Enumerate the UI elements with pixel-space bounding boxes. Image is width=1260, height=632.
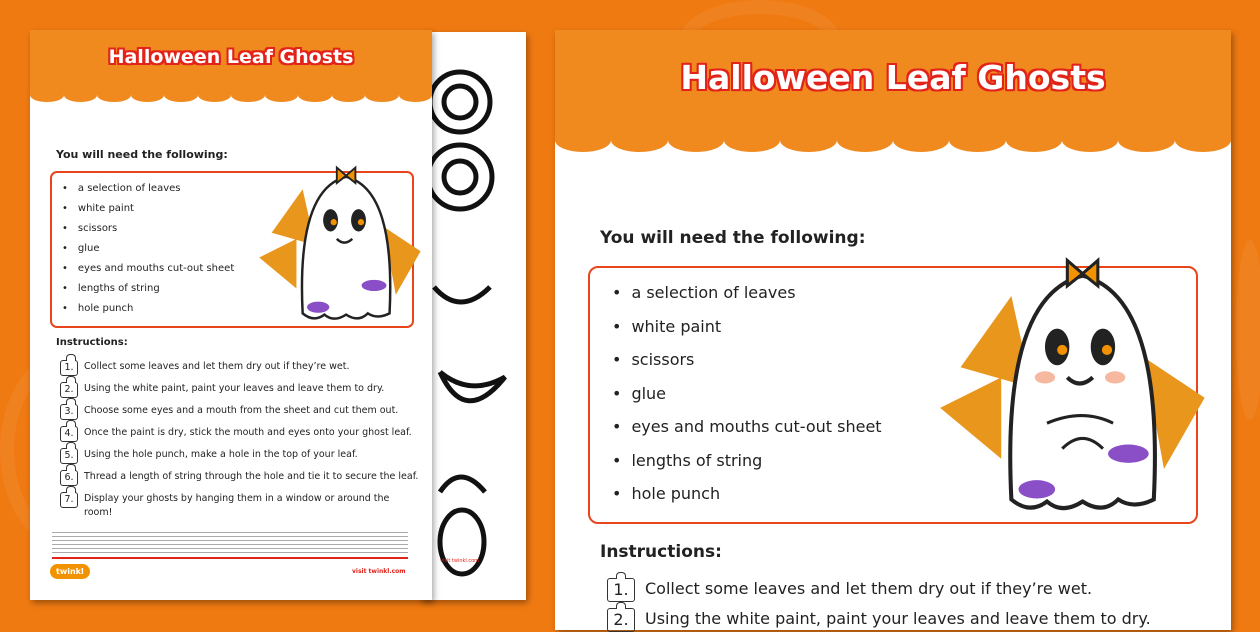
step-text: Using the white paint, paint your leaves and leave them to dry. — [84, 383, 385, 394]
instruction-step — [607, 608, 1207, 632]
footer-link[interactable]: visit twinkl.com — [352, 568, 406, 575]
ghost-illustration — [940, 235, 1215, 530]
scallop-edge — [555, 128, 1231, 152]
material-item: • hole punch — [612, 477, 1196, 511]
step-number: 7. — [60, 492, 78, 508]
instruction-step — [60, 492, 420, 520]
step-number: 2. — [60, 382, 78, 398]
instruction-list — [60, 360, 420, 520]
instruction-step — [60, 426, 420, 442]
step-number: 1. — [607, 578, 635, 602]
material-item: • scissors — [62, 219, 412, 239]
step-number: 5. — [60, 448, 78, 464]
twinkl-logo: twinkl — [50, 564, 90, 579]
instruction-step — [60, 360, 420, 376]
material-item: • lengths of string — [62, 279, 412, 299]
step-text: Once the paint is dry, stick the mouth and eyes onto your ghost leaf. — [84, 427, 412, 438]
step-text: Display your ghosts by hanging them in a window or around the room! — [84, 493, 390, 518]
step-text: Using the white paint, paint your leaves and leave them to dry. — [645, 609, 1151, 628]
bg-pumpkin-decoration — [1236, 240, 1260, 420]
material-item: • a selection of leaves — [612, 276, 1196, 310]
step-number: 1. — [60, 360, 78, 376]
material-item: • eyes and mouths cut-out sheet — [62, 259, 412, 279]
material-item: • hole punch — [62, 299, 412, 319]
page-title: Halloween Leaf Ghosts — [680, 58, 1106, 97]
disclaimer-fine-print — [52, 532, 408, 554]
step-text: Collect some leaves and let them dry out if they’re wet. — [84, 361, 350, 372]
material-item: • a selection of leaves — [62, 179, 412, 199]
material-item: • eyes and mouths cut-out sheet — [612, 410, 1196, 444]
instruction-step — [60, 382, 420, 398]
material-item: • lengths of string — [612, 444, 1196, 478]
instruction-step — [607, 578, 1207, 602]
preview-page-large — [555, 30, 1231, 630]
materials-heading: You will need the following: — [56, 148, 228, 161]
preview-page-small — [30, 30, 432, 600]
instruction-step — [60, 404, 420, 420]
cutout-sheet-page — [420, 32, 526, 600]
step-number: 3. — [60, 404, 78, 420]
instruction-step — [60, 470, 420, 486]
instruction-step — [60, 448, 420, 464]
step-number: 2. — [607, 608, 635, 632]
materials-heading: You will need the following: — [600, 228, 866, 248]
step-text: Choose some eyes and a mouth from the sheet and cut them out. — [84, 405, 399, 416]
step-text: Thread a length of string through the hole and tie it to secure the leaf. — [84, 471, 419, 482]
material-item: • white paint — [612, 310, 1196, 344]
step-text: Using the hole punch, make a hole in the top of your leaf. — [84, 449, 358, 460]
step-number: 6. — [60, 470, 78, 486]
cutout-shapes — [420, 32, 526, 600]
instructions-heading: Instructions: — [56, 337, 128, 348]
scallop-edge — [30, 88, 432, 102]
material-item: • scissors — [612, 343, 1196, 377]
step-text: Collect some leaves and let them dry out if they’re wet. — [645, 579, 1093, 598]
ghost-illustration — [258, 152, 428, 332]
svg-text:visit twinkl.com: visit twinkl.com — [440, 558, 480, 564]
material-item: • glue — [62, 239, 412, 259]
step-number: 4. — [60, 426, 78, 442]
material-item: • white paint — [62, 199, 412, 219]
material-item: • glue — [612, 377, 1196, 411]
instructions-heading: Instructions: — [600, 542, 722, 562]
instruction-list — [607, 578, 1207, 632]
footer-rule — [52, 557, 408, 559]
page-title: Halloween Leaf Ghosts — [108, 46, 354, 68]
